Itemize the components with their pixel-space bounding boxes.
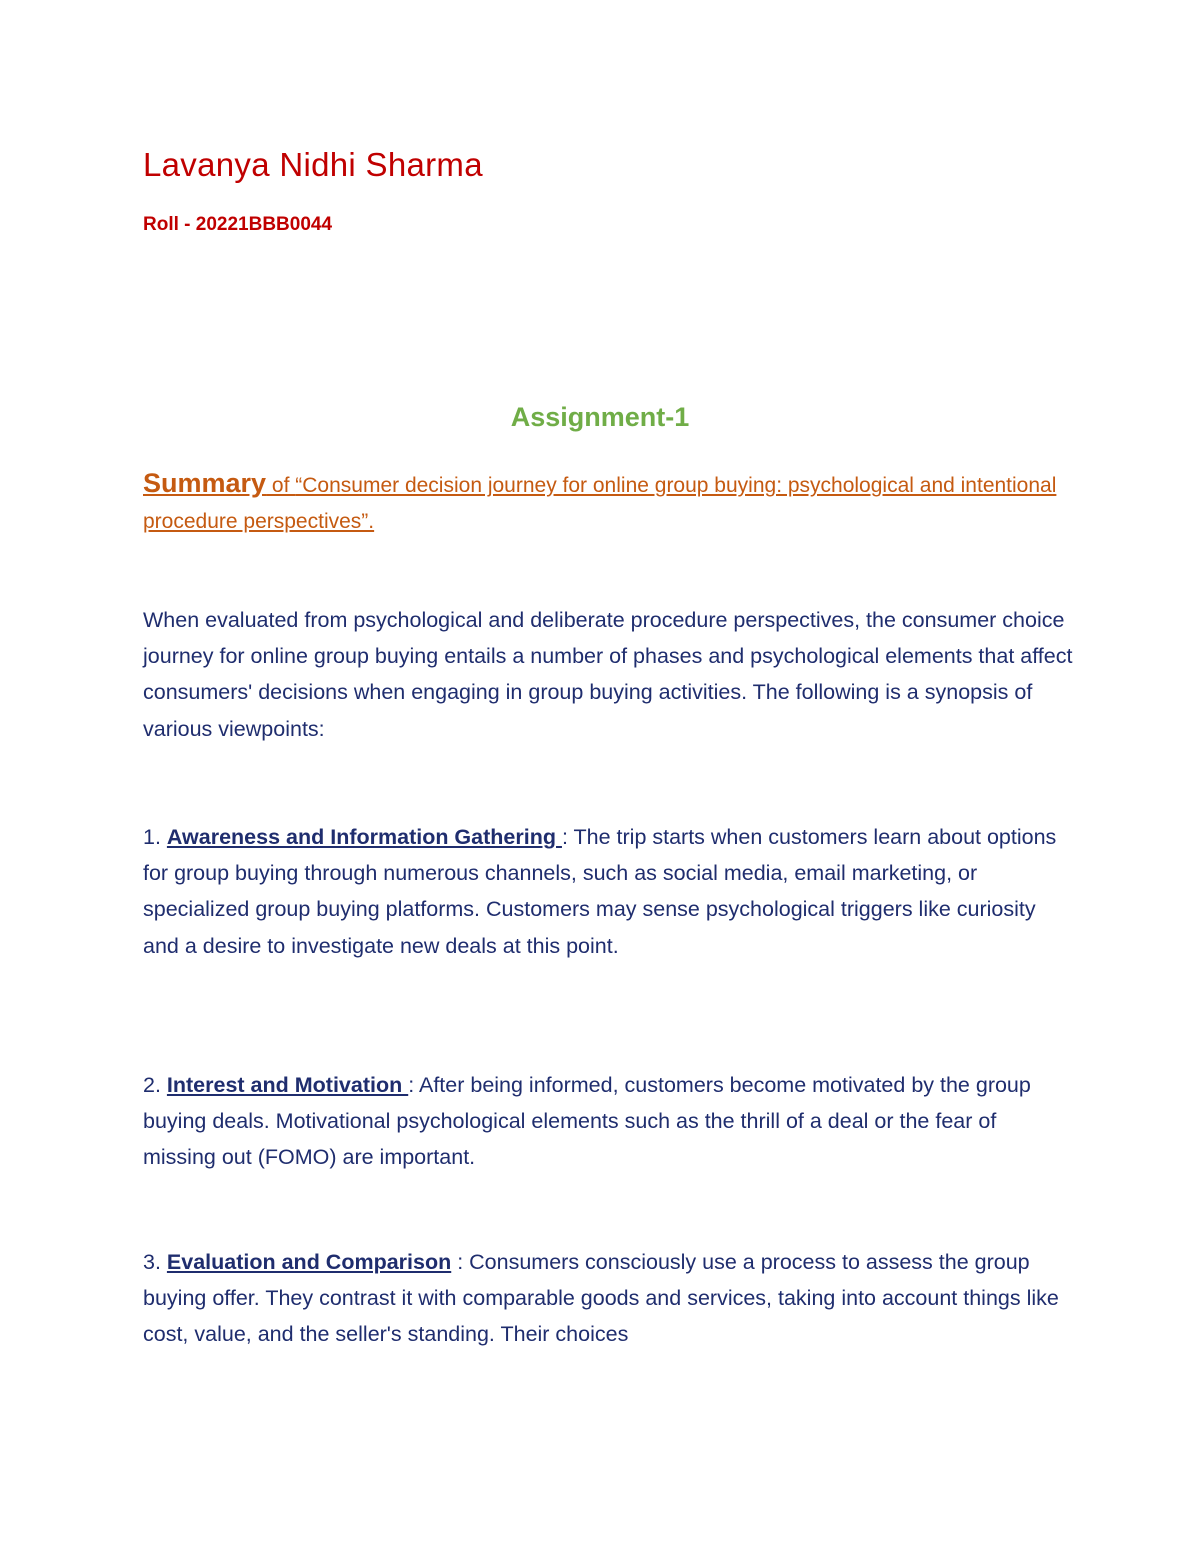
assignment-title: Assignment-1 [510,402,690,432]
list-item-body: : After being informed, customers become motivated by the group buying deals. Motivational psychological elements such as the thrill of a deal or the fear of missing out (FOMO) are important. [143,1073,1031,1170]
intro-paragraph: When evaluated from psychological and deliberate procedure perspectives, the consumer choice journey for online group buying entails a number of phases and psychological elements that affect consumers' decisions when engaging in group buying activities. The following is a synopsis of various viewpoints: [143,608,1073,741]
list-item-body: : The trip starts when customers learn about options for group buying through numerous channels, such as social media, email marketing, or specialized group buying platforms. Customers may sense psychological triggers like curiosity and a desire to investigate new deals at this point. [143,825,1057,958]
summary-paper-title: “Consumer decision journey for online group buying: psychological and intentional procedure perspectives”. [143,474,1057,533]
list-item [143,1244,1073,1353]
list-item [143,819,1073,964]
list-item-body: : Consumers consciously use a process to assess the group buying offer. They contrast it with comparable goods and services, taking into account things like cost, value, and the seller's standing. Their choices [143,1250,1059,1347]
summary-of-word: of [266,474,296,497]
list-item-heading: Awareness and Information Gathering [166,825,562,849]
list-item [143,1067,1073,1176]
list-item-number: 3. [143,1250,167,1274]
list-item-heading: Interest and Motivation [166,1073,409,1097]
summary-title [143,465,1063,540]
list-item-heading: Evaluation and Comparison [166,1250,452,1274]
summary-label: Summary [143,468,267,498]
list-item-number: 2. [143,1073,167,1097]
list-item-number: 1. [143,825,167,849]
author-name: Lavanya Nidhi Sharma [143,146,483,183]
roll-number: Roll - 20221BBB0044 [143,214,333,235]
